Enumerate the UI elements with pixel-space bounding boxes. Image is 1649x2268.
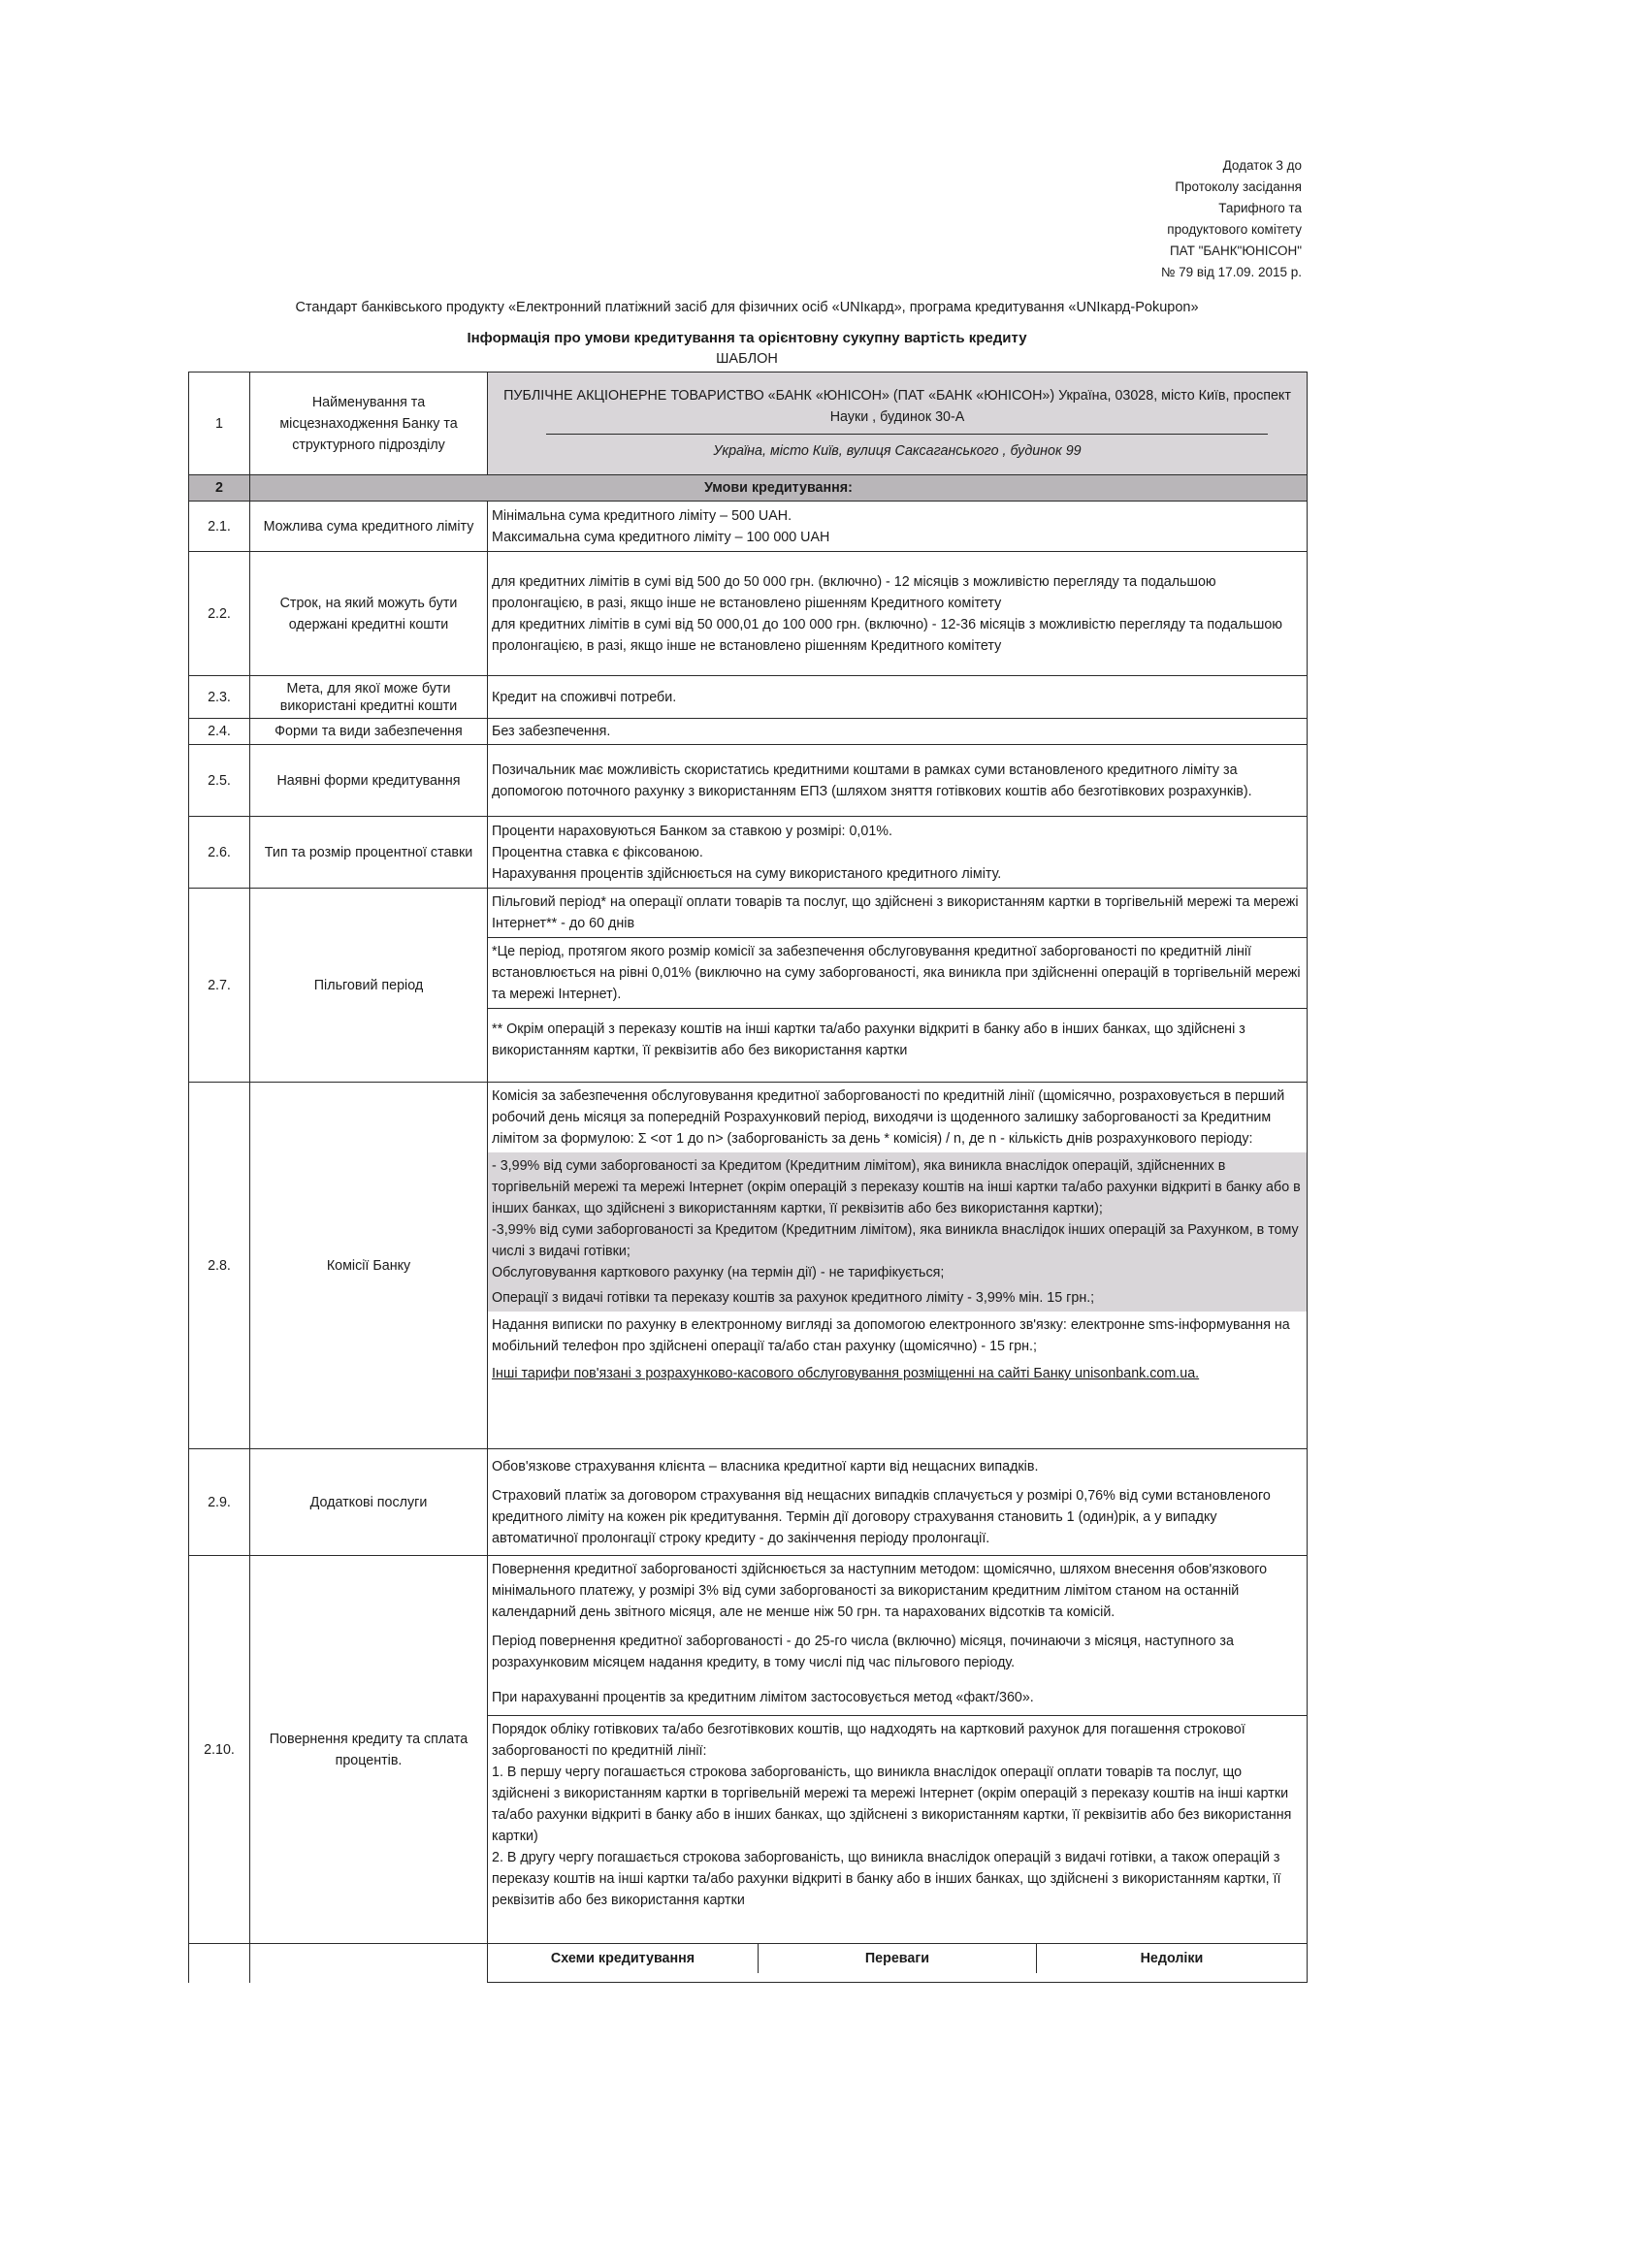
table-row bbox=[189, 676, 1308, 719]
section-title: Умови кредитування: bbox=[250, 475, 1308, 502]
text-paragraph: Надання виписки по рахунку в електронному вигляді за допомогою електронного зв'язку: електронне sms-інформування на мобільний телефон про здійснені операції та/або стан рахунку (щомісячно) - 15 грн.; bbox=[492, 1317, 1290, 1354]
row-number: 2.2. bbox=[189, 552, 250, 676]
text-line: - 3,99% від суми заборгованості за Кредитом (Кредитним лімітом), яка виникла внаслідок операцій, здійсненних в торгівельній мережі та мережі Інтернет (окрім операцій з переказу коштів на інші картки та/або рахунки відкриті в банку або в інших банках, що здійснені з використанням картки, її реквізитів або без використання картки); bbox=[492, 1158, 1301, 1216]
row-number: 2.9. bbox=[189, 1449, 250, 1556]
row-label: Комісії Банку bbox=[250, 1083, 488, 1449]
appendix-line: № 79 від 17.09. 2015 р. bbox=[1160, 265, 1302, 279]
row-number bbox=[189, 1944, 250, 1983]
row-label bbox=[250, 1944, 488, 1983]
appendix-line: ПАТ "БАНК"ЮНІСОН" bbox=[1169, 243, 1302, 258]
schemes-header-cell bbox=[488, 1944, 1308, 1983]
row-number: 2.5. bbox=[189, 745, 250, 817]
info-title: Інформація про умови кредитування та орієнтовну сукупну вартість кредиту bbox=[467, 330, 1027, 346]
appendix-line: Протоколу засідання bbox=[1175, 179, 1302, 194]
row-content bbox=[488, 1556, 1308, 1944]
row-label: Тип та розмір процентної ставки bbox=[250, 817, 488, 889]
text-line: 1. В першу чергу погашається строкова заборгованість, що виникла внаслідок операції оплати товарів та послуг, що здійснені з використанням картки в торгівельній мережі та мережі Інтернет (окрім операцій з переказу коштів на інші картки та/або рахунки відкриті в банку або в інших банках, що здійснені з використанням картки, її реквізитів або без використання картки) bbox=[492, 1765, 1292, 1844]
table-row bbox=[189, 1449, 1308, 1556]
text-paragraph bbox=[488, 1556, 1307, 1715]
row-content bbox=[488, 889, 1308, 1083]
text-paragraph: *Це період, протягом якого розмір комісії за забезпечення обслуговування кредитної заборгованості по кредитній лінії встановлюється на рівні 0,01% (виключно на суму заборгованості, яка виникла при здійсненні операцій в торгівельній мережі та мережі Інтернет). bbox=[488, 937, 1307, 1008]
table-row bbox=[189, 1083, 1308, 1449]
table-row bbox=[189, 552, 1308, 676]
text-paragraph: Комісія за забезпечення обслуговування кредитної заборгованості по кредитній лінії (щомісячно, розраховується в перший робочий день місяця за попередній Розрахунковий період, виходячи із щоденного залишку заборгованості за Кредитним лімітом за формулою: Σ <от 1 до n> (заборгованість за день * комісія) / n, де n - кількість днів розрахункового періоду: bbox=[492, 1088, 1285, 1147]
divider bbox=[546, 434, 1268, 435]
column-header: Схеми кредитування bbox=[550, 1951, 695, 1966]
table-row bbox=[488, 1944, 1307, 1973]
appendix-line: Додаток 3 до bbox=[1222, 158, 1302, 173]
text-paragraph: для кредитних лімітів в сумі від 500 до 50 000 грн. (включно) - 12 місяців з можливістю перегляду та подальшою пролонгацією, в разі, якщо інше не встановлено рішенням Кредитного комітету bbox=[492, 573, 1216, 611]
text-paragraph: Обов'язкове страхування клієнта – власника кредитної карти від нещасних випадків. bbox=[492, 1458, 1039, 1474]
text-line: Обслуговування карткового рахунку (на термін дії) - не тарифікується; bbox=[492, 1265, 945, 1280]
row-number: 1 bbox=[189, 373, 250, 475]
template-label: ШАБЛОН bbox=[716, 351, 778, 367]
text-line: Повернення кредитної заборгованості здійснюється за наступним методом: щомісячно, шляхом внесення обов'язкового мінімального платежу, у розмірі 3% від суми заборгованості за використаним кредитним лімітом станом на останній календарний день звітного місяця, але не менше ніж 50 грн. та нарахованих відсотків та комісій. bbox=[492, 1562, 1268, 1620]
branch-address: Україна, місто Київ, вулиця Саксаганського , будинок 99 bbox=[713, 443, 1082, 459]
row-number: 2.10. bbox=[189, 1556, 250, 1944]
appendix-line: продуктового комітету bbox=[1167, 222, 1302, 237]
row-number: 2.3. bbox=[189, 676, 250, 719]
row-content: Без забезпечення. bbox=[488, 719, 1308, 745]
row-label: Форми та види забезпечення bbox=[250, 719, 488, 745]
document-headings bbox=[189, 297, 1305, 369]
section-number: 2 bbox=[189, 475, 250, 502]
appendix-line: Тарифного та bbox=[1218, 201, 1302, 215]
row-content bbox=[488, 1083, 1308, 1449]
text-paragraph: ** Окрім операцій з переказу коштів на інші картки та/або рахунки відкриті в банку або в інших банках, що здійснені з використанням картки, її реквізитів або без використання картки bbox=[488, 1008, 1307, 1071]
row-label: Можлива сума кредитного ліміту bbox=[250, 502, 488, 552]
text-paragraph: Страховий платіж за договором страхування від нещасних випадків сплачується у розмірі 0,76% від суми встановленого кредитного ліміту на кожен рік кредитування. Термін дії договору страхування становить 1 (один)рік, а у випадку автоматичної пролонгації строку кредиту - до закінчення періоду пролонгації. bbox=[492, 1487, 1271, 1546]
text-line: Мінімальна сума кредитного ліміту – 500 UAH. bbox=[492, 507, 792, 524]
text-line: Процентна ставка є фіксованою. bbox=[492, 844, 703, 860]
row-label: Строк, на який можуть бути одержані кредитні кошти bbox=[250, 552, 488, 676]
table-row bbox=[189, 373, 1308, 475]
tariffs-link[interactable]: Інші тарифи пов'язані з розрахунково-касового обслуговування розміщенні на сайті Банку unisonbank.com.ua. bbox=[492, 1366, 1200, 1381]
row-number: 2.1. bbox=[189, 502, 250, 552]
row-label: Наявні форми кредитування bbox=[250, 745, 488, 817]
text-line: Нарахування процентів здійснюється на суму використаного кредитного ліміту. bbox=[492, 865, 1002, 882]
row-number: 2.7. bbox=[189, 889, 250, 1083]
bank-info-cell bbox=[488, 373, 1308, 475]
text-paragraph bbox=[488, 1715, 1307, 1914]
row-number: 2.6. bbox=[189, 817, 250, 889]
table-row bbox=[189, 889, 1308, 1083]
column-header: Переваги bbox=[759, 1944, 1037, 1973]
table-row bbox=[189, 817, 1308, 889]
text-line: 2. В другу чергу погашається строкова заборгованість, що виникла внаслідок операцій з видачі готівки, а також операцій з переказу коштів на інші картки та/або рахунки відкриті в банку або в інших банках, що здійснені з використанням картки, її реквізитів або без використання картки bbox=[492, 1850, 1281, 1908]
row-label: Додаткові послуги bbox=[250, 1449, 488, 1556]
row-content bbox=[488, 1449, 1308, 1556]
text-line: Порядок обліку готівкових та/або безготівкових коштів, що надходять на картковий рахунок для погашення строкової заборгованості по кредитній лінії: bbox=[492, 1722, 1245, 1759]
row-label: Мета, для якої може бути використані кредитні кошти bbox=[250, 676, 488, 719]
row-label: Найменування та місцезнаходження Банку та структурного підрозділу bbox=[250, 373, 488, 475]
row-content: Кредит на споживчі потреби. bbox=[488, 676, 1308, 719]
text-paragraph: Пільговий період* на операції оплати товарів та послуг, що здійснені з використанням картки в торгівельній мережі та мережі Інтернет** - до 60 днів bbox=[492, 894, 1299, 931]
standard-line: Стандарт банківського продукту «Електронний платіжний засіб для фізичних осіб «UNIкард», програма кредитування «UNIкард-Pokupon» bbox=[295, 300, 1199, 315]
table-row bbox=[189, 745, 1308, 817]
row-number: 2.8. bbox=[189, 1083, 250, 1449]
text-paragraph bbox=[488, 1152, 1307, 1312]
text-line: При нарахуванні процентів за кредитним лімітом застосовується метод «факт/360». bbox=[492, 1690, 1034, 1705]
section-header-row bbox=[189, 475, 1308, 502]
table-row bbox=[189, 1556, 1308, 1944]
table-row bbox=[189, 1944, 1308, 1983]
row-number: 2.4. bbox=[189, 719, 250, 745]
row-content bbox=[488, 817, 1308, 889]
row-content: Позичальник має можливість скористатись кредитними коштами в рамках суми встановленого кредитного ліміту за допомогою поточного рахунку з використанням ЕПЗ (шляхом зняття готівкових коштів або безготівкових розрахунків). bbox=[488, 745, 1308, 817]
row-content bbox=[488, 552, 1308, 676]
text-line: -3,99% від суми заборгованості за Кредитом (Кредитним лімітом), яка виникла внаслідок інших операцій за Рахунком, в тому числі з видачі готівки; bbox=[492, 1222, 1299, 1259]
appendix-note bbox=[1028, 155, 1302, 283]
text-line: Операції з видачі готівки та переказу коштів за рахунок кредитного ліміту - 3,99% мін. 15 грн.; bbox=[492, 1290, 1095, 1306]
row-content bbox=[488, 502, 1308, 552]
text-paragraph: для кредитних лімітів в сумі від 50 000,01 до 100 000 грн. (включно) - 12-36 місяців з можливістю перегляду та подальшою пролонгацією, в разі, якщо інше не встановлено рішенням Кредитного комітету bbox=[492, 616, 1283, 654]
text-line: Проценти нараховуються Банком за ставкою у розмірі: 0,01%. bbox=[492, 823, 892, 839]
text-line: Період повернення кредитної заборгованості - до 25-го числа (включно) місяця, починаючи з місяця, наступного за розрахунковим місяцем надання кредиту, в тому числі під час пільгового періоду. bbox=[492, 1634, 1234, 1670]
bank-name: ПУБЛІЧНЕ АКЦІОНЕРНЕ ТОВАРИСТВО «БАНК «ЮНІСОН» (ПАТ «БАНК «ЮНІСОН») Україна, 03028, місто Київ, проспект Науки , будинок 30-А bbox=[503, 388, 1291, 425]
row-label: Пільговий період bbox=[250, 889, 488, 1083]
table-row bbox=[189, 502, 1308, 552]
schemes-table bbox=[488, 1944, 1307, 1973]
row-label: Повернення кредиту та сплата процентів. bbox=[250, 1556, 488, 1944]
table-row bbox=[189, 719, 1308, 745]
column-header: Недоліки bbox=[1036, 1944, 1307, 1973]
credit-terms-table bbox=[188, 372, 1308, 1983]
text-line: Максимальна сума кредитного ліміту – 100 000 UAH bbox=[492, 529, 830, 545]
